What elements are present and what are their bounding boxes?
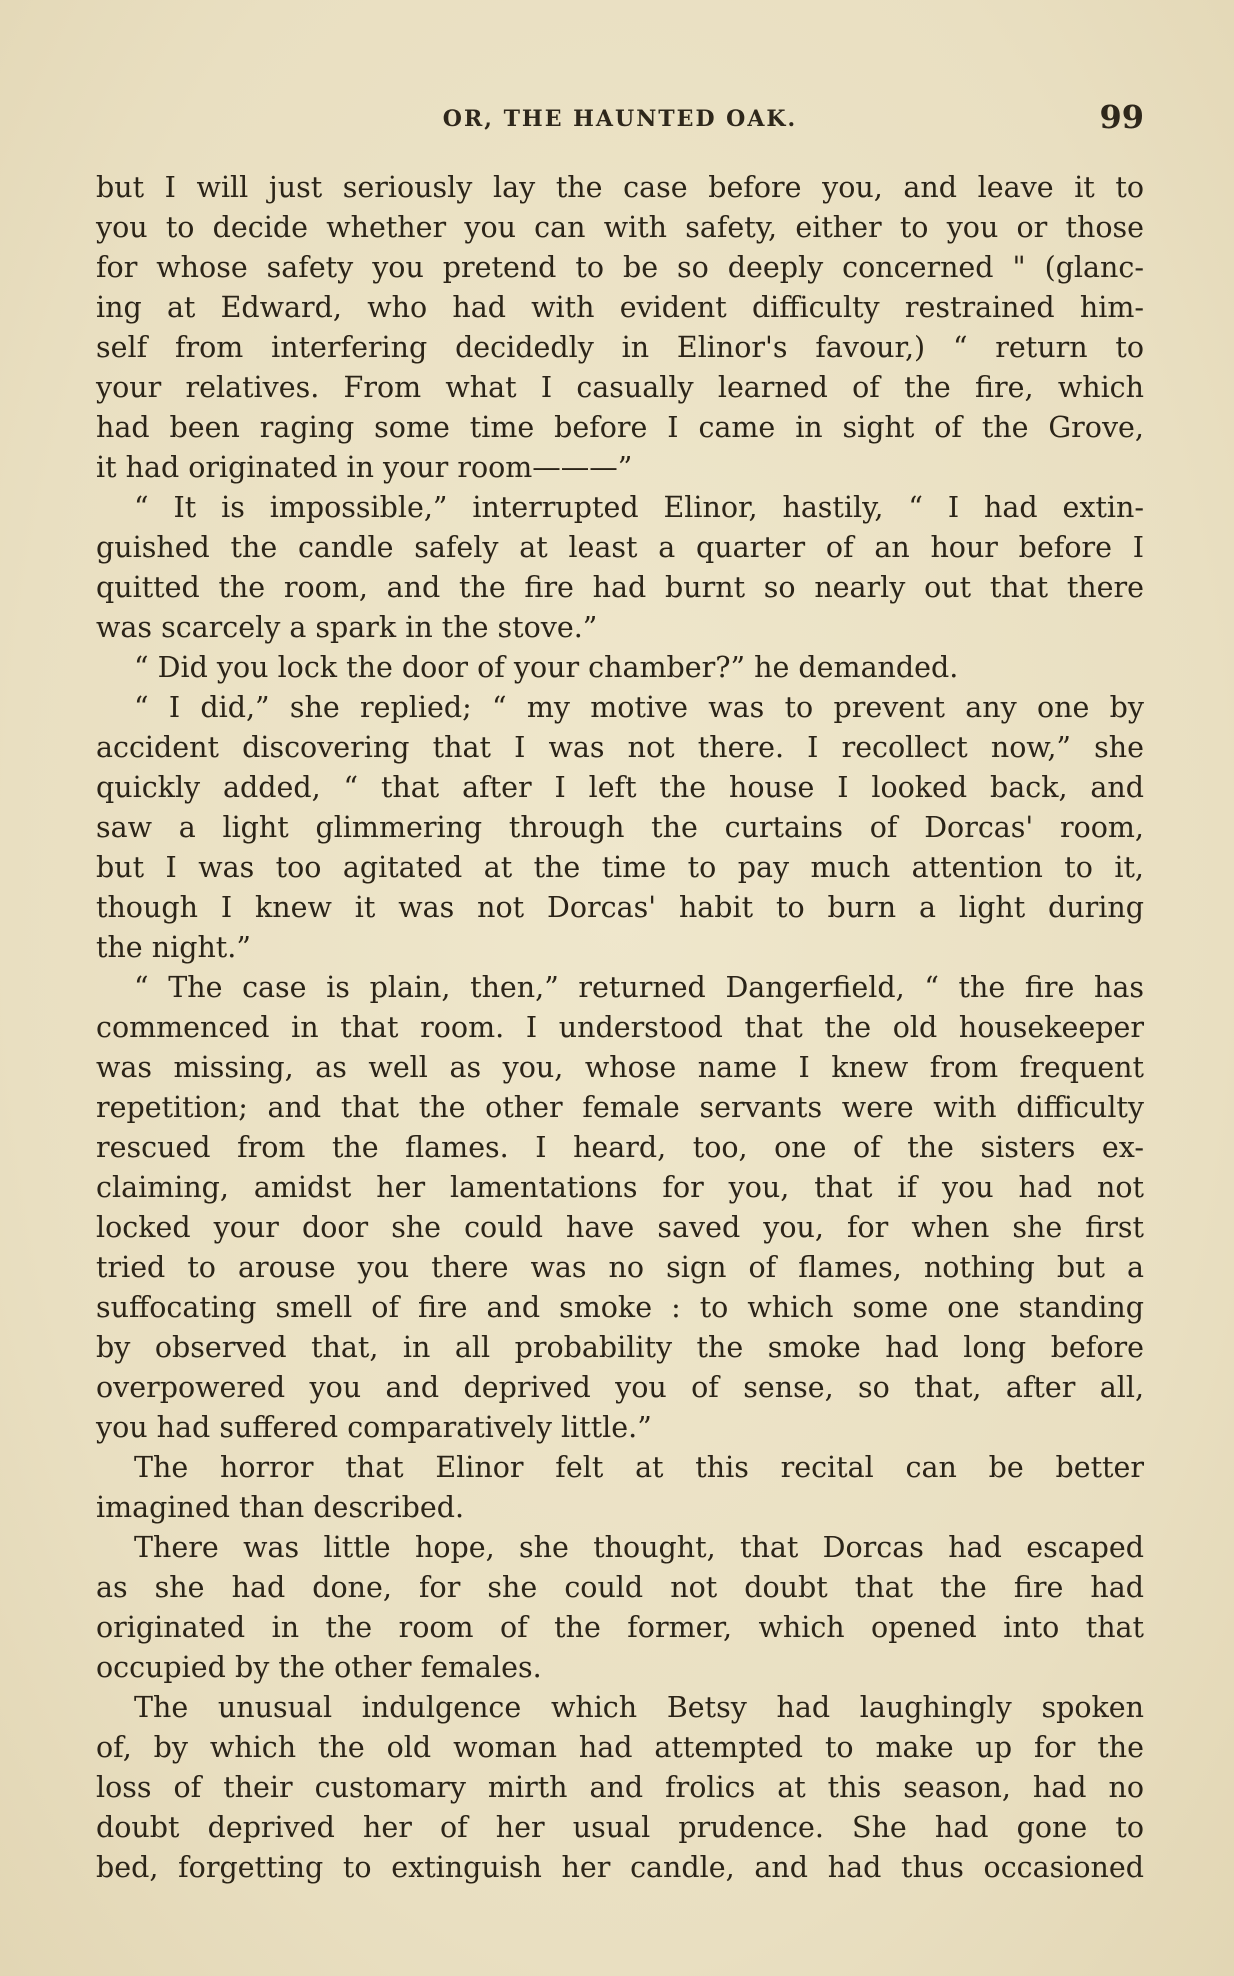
text-line: by observed that, in all probability the smoke had long before xyxy=(96,1331,1144,1364)
text-line: loss of their customary mirth and frolics at this season, had no xyxy=(96,1771,1144,1804)
text-line: “ I did,” she replied; “ my motive was to prevent any one by xyxy=(134,691,1144,724)
text-line: you had suffered comparatively little.” xyxy=(96,1411,652,1444)
text-line: it had originated in your room———” xyxy=(96,451,633,484)
text-line: of, by which the old woman had attempted to make up for the xyxy=(96,1731,1144,1764)
text-line: “ Did you lock the door of your chamber?” he demanded. xyxy=(134,651,959,684)
text-line: ing at Edward, who had with evident difficulty restrained him- xyxy=(96,291,1144,324)
text-line: occupied by the other females. xyxy=(96,1651,542,1684)
text-line: though I knew it was not Dorcas' habit to burn a light during xyxy=(96,891,1144,924)
text-line: guished the candle safely at least a quarter of an hour before I xyxy=(96,531,1144,564)
text-line: your relatives. From what I casually learned of the fire, which xyxy=(96,371,1144,404)
text-line: but I will just seriously lay the case before you, and leave it to xyxy=(96,171,1144,204)
running-title: OR, THE HAUNTED OAK. xyxy=(442,106,798,132)
body-text xyxy=(96,168,1144,1888)
text-line: for whose safety you pretend to be so deeply concerned " (glanc- xyxy=(96,251,1144,284)
running-head xyxy=(96,98,1144,138)
text-line: originated in the room of the former, which opened into that xyxy=(96,1611,1144,1644)
text-line: locked your door she could have saved you, for when she first xyxy=(96,1211,1144,1244)
text-line: There was little hope, she thought, that Dorcas had escaped xyxy=(134,1531,1144,1564)
text-line: claiming, amidst her lamentations for you, that if you had not xyxy=(96,1171,1144,1204)
text-line: as she had done, for she could not doubt that the fire had xyxy=(96,1571,1144,1604)
text-line: bed, forgetting to extinguish her candle, and had thus occasioned xyxy=(96,1851,1144,1884)
text-line: but I was too agitated at the time to pay much attention to it, xyxy=(96,851,1144,884)
text-line: you to decide whether you can with safety, either to you or those xyxy=(96,211,1144,244)
text-line: the night.” xyxy=(96,931,251,964)
text-line: overpowered you and deprived you of sense, so that, after all, xyxy=(96,1371,1144,1404)
page-number: 99 xyxy=(1099,98,1144,136)
text-line: “ It is impossible,” interrupted Elinor, hastily, “ I had extin- xyxy=(134,491,1144,524)
text-line: doubt deprived her of her usual prudence. She had gone to xyxy=(96,1811,1144,1844)
text-line: imagined than described. xyxy=(96,1491,465,1524)
text-line: suffocating smell of fire and smoke : to which some one standing xyxy=(96,1291,1144,1324)
text-line: had been raging some time before I came in sight of the Grove, xyxy=(96,411,1144,444)
text-line: The unusual indulgence which Betsy had laughingly spoken xyxy=(134,1691,1144,1724)
text-line: tried to arouse you there was no sign of flames, nothing but a xyxy=(96,1251,1144,1284)
text-line: quitted the room, and the fire had burnt so nearly out that there xyxy=(96,571,1144,604)
text-line: was missing, as well as you, whose name I knew from frequent xyxy=(96,1051,1144,1084)
text-line: repetition; and that the other female servants were with difficulty xyxy=(96,1091,1144,1124)
text-line: quickly added, “ that after I left the house I looked back, and xyxy=(96,771,1144,804)
text-line: rescued from the flames. I heard, too, one of the sisters ex- xyxy=(96,1131,1144,1164)
text-line: saw a light glimmering through the curtains of Dorcas' room, xyxy=(96,811,1144,844)
text-line: commenced in that room. I understood that the old housekeeper xyxy=(96,1011,1144,1044)
text-line: The horror that Elinor felt at this recital can be better xyxy=(134,1451,1144,1484)
text-line: “ The case is plain, then,” returned Dangerfield, “ the fire has xyxy=(134,971,1144,1004)
text-line: self from interfering decidedly in Elinor's favour,) “ return to xyxy=(96,331,1144,364)
text-line: was scarcely a spark in the stove.” xyxy=(96,611,598,644)
text-line: accident discovering that I was not there. I recollect now,” she xyxy=(96,731,1144,764)
